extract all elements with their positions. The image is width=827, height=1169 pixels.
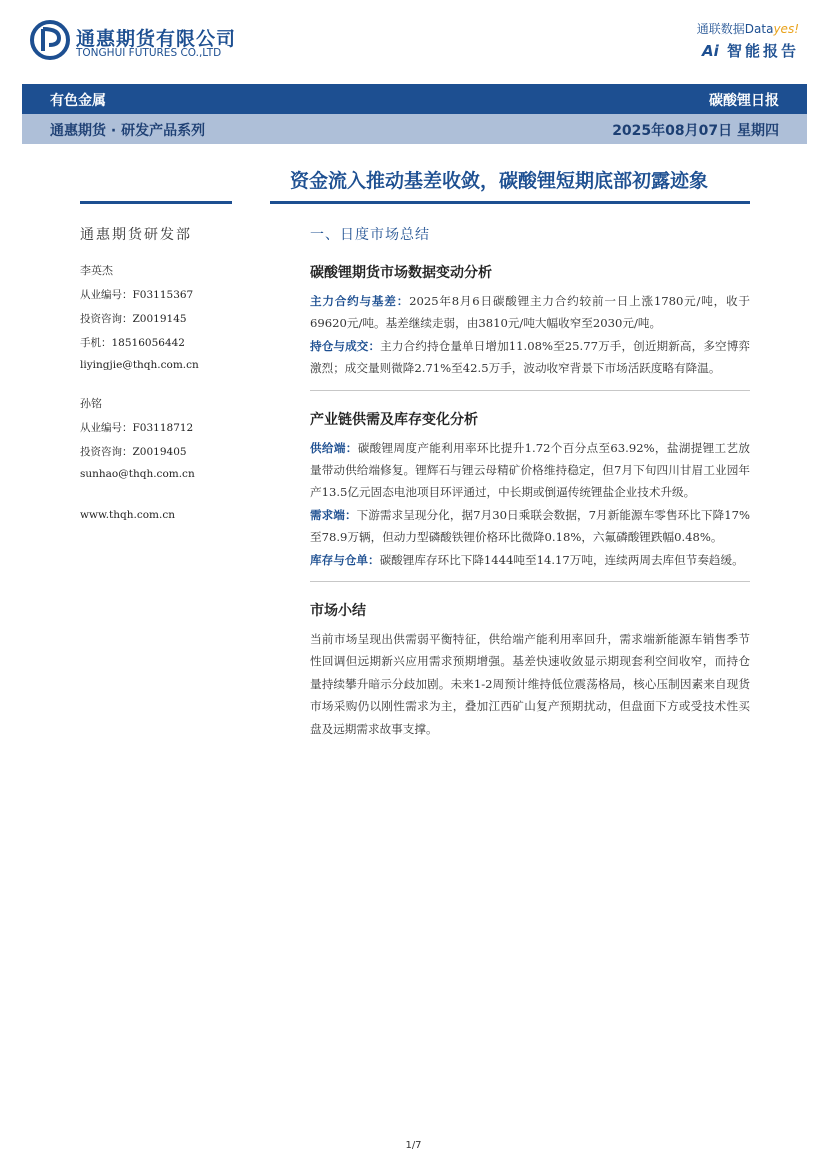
brand-report: 智能报告: [726, 42, 799, 60]
company-logo-icon: [30, 20, 70, 60]
category-label: 有色金属: [50, 93, 106, 109]
analyst-license: 从业编号：F03118712: [80, 422, 194, 434]
series-label: 通惠期货 · 研发产品系列: [50, 123, 206, 139]
paragraph: 当前市场呈现出供需弱平衡特征，供给端产能利用率回升，需求端新能源车销售季节性回调但远期新兴应用需求预期增强。基差快速收敛显示期现套利空间收窄，而持仓量持续攀升暗示分歧加剧。未来1-2周预计维持低位震荡格局，核心压制因素来自现货市场采购仍以刚性需求为主，叠加江西矿山复产预期扰动，但盘面下方或受技术性买盘及远期需求故事支撑。: [310, 632, 750, 736]
content-block-futures: [310, 262, 750, 391]
section-divider: [310, 390, 750, 391]
brand-data: Data: [744, 22, 774, 36]
brand-datayes-logo: [697, 20, 799, 37]
paragraph: 库存与仓单：碳酸锂库存环比下降1444吨至14.17万吨，连续两周去库但节奏趋缓。: [310, 552, 744, 567]
brand-yes: yes!: [773, 22, 799, 36]
website-link[interactable]: www.thqh.com.cn: [80, 509, 175, 521]
section-divider: [310, 581, 750, 582]
analyst-email[interactable]: liyingjie@thqh.com.cn: [80, 359, 199, 371]
analyst-advisory: 投资咨询：Z0019405: [80, 446, 187, 458]
banner-bottom: [22, 114, 807, 144]
title-rule-right: [270, 201, 750, 204]
brand-ai: Ai: [701, 42, 719, 60]
analyst-name: 李英杰: [80, 264, 113, 277]
subsection-heading: 碳酸锂期货市场数据变动分析: [310, 265, 492, 281]
paragraph: 持仓与成交：主力合约持仓量单日增加11.08%至25.77万手，创近期新高，多空博弈激烈；成交量则微降2.71%至42.5万手，波动收窄背景下市场活跃度略有降温。: [310, 338, 750, 376]
paragraph: 供给端：碳酸锂周度产能利用率环比提升1.72个百分点至63.92%，盐湖提锂工艺放量带动供给端修复。锂辉石与锂云母精矿价格维持稳定，但7月下旬四川甘眉工业园年产13.5亿元固态电池项目环评通过，中长期或倒逼传统锂盐企业技术升级。: [310, 440, 750, 500]
section-heading: 一、日度市场总结: [310, 227, 430, 243]
company-name-en: TONGHUI FUTURES CO.,LTD: [76, 47, 222, 59]
analyst-name: 孙铭: [80, 397, 102, 410]
paragraph: 需求端：下游需求呈现分化，据7月30日乘联会数据，7月新能源车零售环比下降17%至78.9万辆，但动力型磷酸铁锂价格环比微降0.18%，六氟磷酸锂跌幅0.48%。: [310, 507, 750, 545]
analyst-email[interactable]: sunhao@thqh.com.cn: [80, 468, 195, 480]
subsection-heading: 市场小结: [310, 603, 366, 620]
company-name-cn: 通惠期货有限公司: [76, 28, 237, 50]
report-type-label: 碳酸锂日报: [709, 93, 779, 109]
content-block-supply-demand: [310, 409, 750, 582]
subsection-heading: 产业链供需及库存变化分析: [310, 411, 478, 428]
paragraph: 主力合约与基差：2025年8月6日碳酸锂主力合约较前一日上涨1780元/吨，收于69620元/吨。基差继续走弱，由3810元/吨大幅收窄至2030元/吨。: [310, 294, 750, 331]
report-date: 2025年08月07日 星期四: [612, 123, 779, 139]
analyst-card: [80, 395, 280, 480]
sidebar: [80, 224, 280, 521]
analyst-license: 从业编号：F03115367: [80, 289, 194, 301]
content-block-summary: [310, 600, 750, 740]
main-content: [310, 224, 750, 740]
banner-top: [22, 84, 807, 114]
research-dept: 通惠期货研发部: [80, 227, 192, 243]
brand-prefix: 通联数据: [696, 22, 745, 36]
page-number: 1/7: [405, 1140, 422, 1151]
analyst-advisory: 投资咨询：Z0019145: [80, 313, 187, 325]
title-rule-left: [80, 201, 232, 204]
brand-ai-report: [702, 40, 799, 61]
report-title: 资金流入推动基差收敛，碳酸锂短期底部初露迹象: [290, 170, 709, 192]
analyst-card: [80, 262, 280, 371]
analyst-phone: 手机：18516056442: [80, 337, 185, 349]
